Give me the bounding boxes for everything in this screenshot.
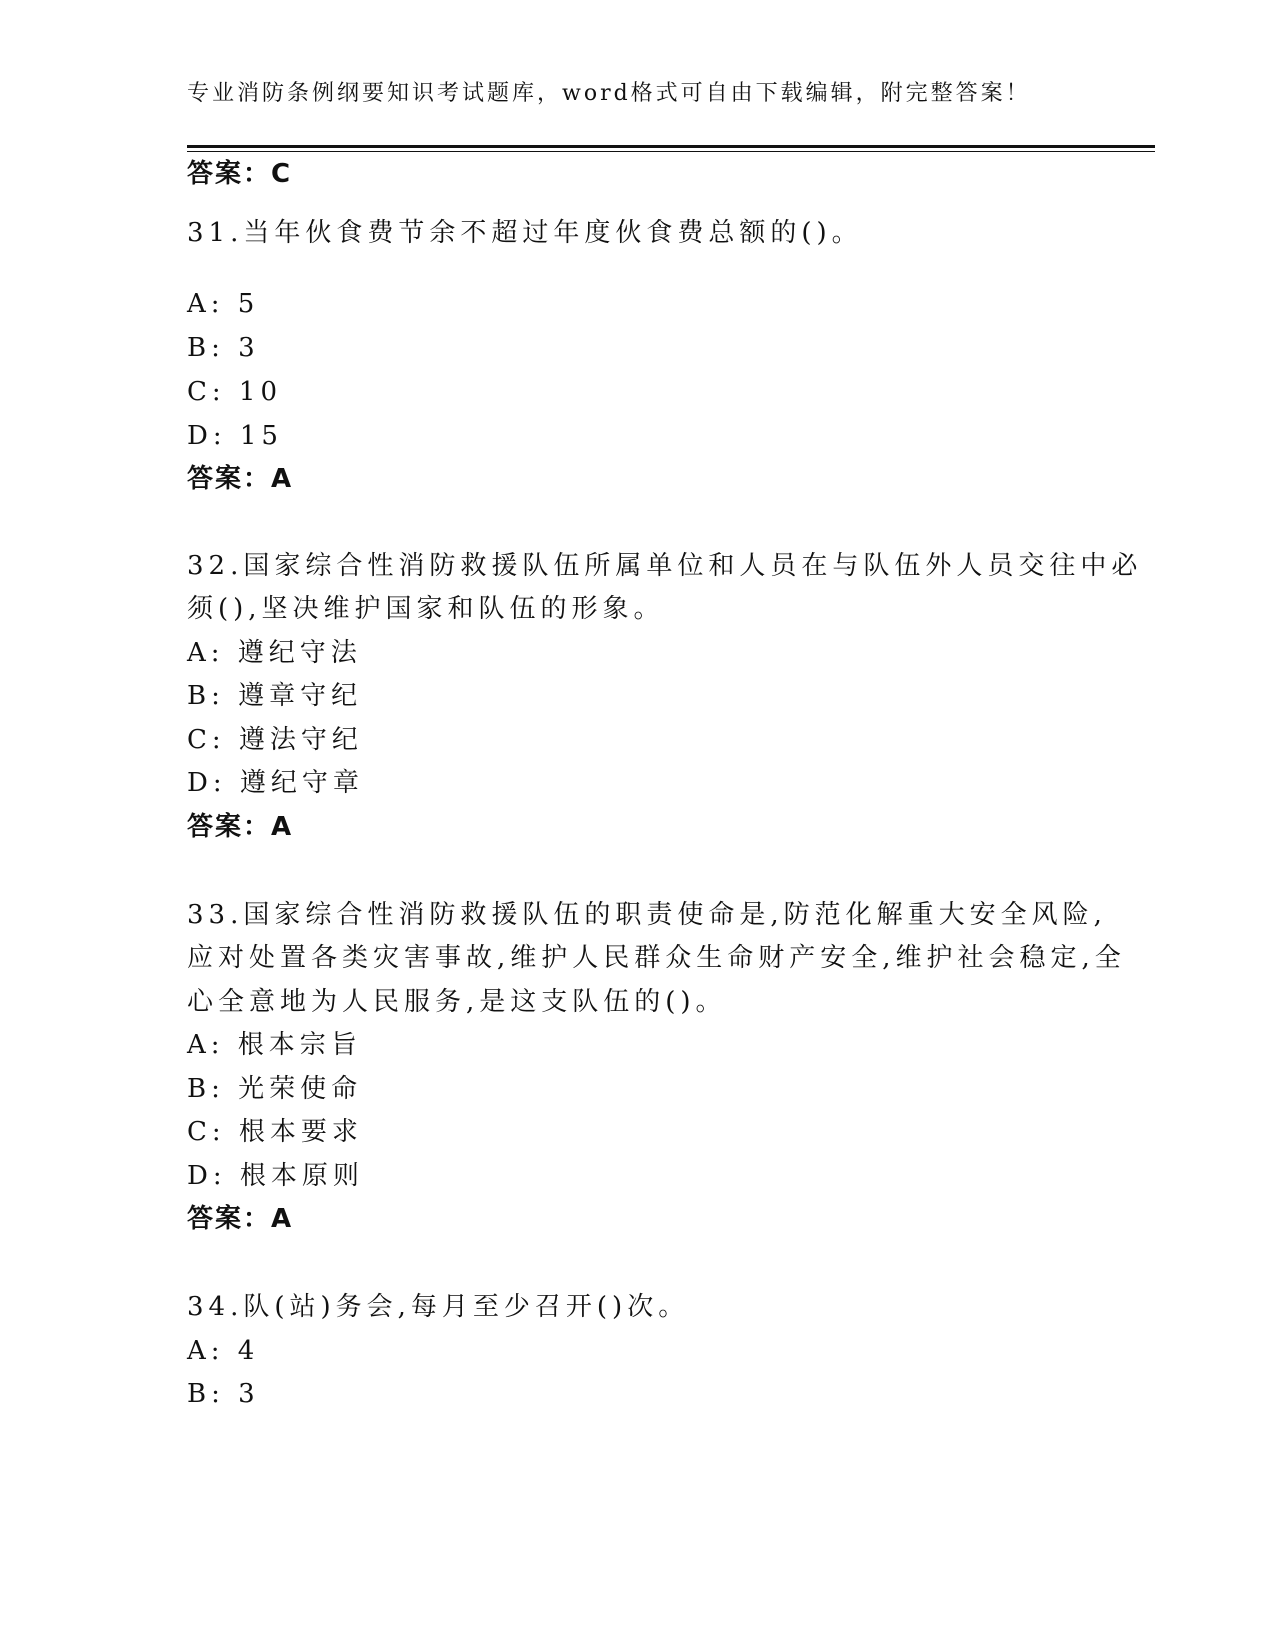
header-rule-thin [187,151,1155,152]
answer: 答案：A [187,464,294,494]
option-b: B: 遵章守纪 [187,681,363,711]
answer: 答案：A [187,1204,294,1234]
option-d: D: 15 [187,421,283,451]
option-a: A: 4 [187,1336,260,1366]
header-rule-thick [187,145,1155,148]
question-text: 34.队(站)务会,每月至少召开()次。 [187,1292,690,1322]
option-c: C: 遵法守纪 [187,725,363,755]
question-text: 应对处置各类灾害事故,维护人民群众生命财产安全,维护社会稳定,全 [187,943,1126,973]
question-text: 31.当年伙食费节余不超过年度伙食费总额的()。 [187,218,863,248]
question-text: 33.国家综合性消防救援队伍的职责使命是,防范化解重大安全风险, [187,900,1107,930]
option-c: C: 根本要求 [187,1117,363,1147]
option-c: C: 10 [187,377,283,407]
option-d: D: 遵纪守章 [187,768,364,798]
page-header: 专业消防条例纲要知识考试题库，word格式可自由下载编辑，附完整答案！ [187,81,1031,106]
option-a: A: 根本宗旨 [187,1030,362,1060]
option-b: B: 光荣使命 [187,1074,363,1104]
option-a: A: 遵纪守法 [187,638,362,668]
answer: 答案：A [187,812,294,842]
option-b: B: 3 [187,1379,260,1409]
question-text: 32.国家综合性消防救援队伍所属单位和人员在与队伍外人员交往中必 [187,551,1143,581]
option-b: B: 3 [187,333,260,363]
option-d: D: 根本原则 [187,1161,364,1191]
option-a: A: 5 [187,289,260,319]
question-text: 须(),坚决维护国家和队伍的形象。 [187,594,665,624]
prev-answer: 答案：C [187,159,293,189]
question-text: 心全意地为人民服务,是这支队伍的()。 [187,987,727,1017]
